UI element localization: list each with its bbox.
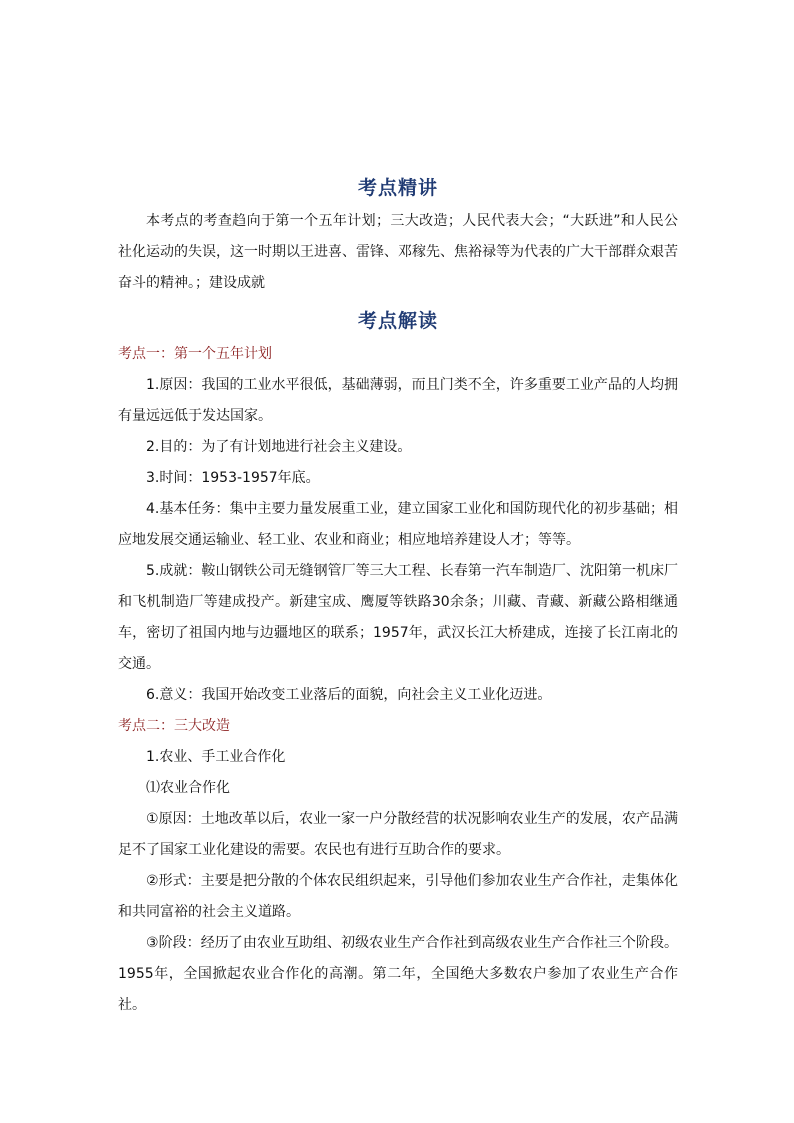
section-title-jiedu: 考点解读 <box>357 310 438 332</box>
point2-item-cooperation: 1.农业、手工业合作化 <box>146 749 286 765</box>
point1-item-reason: 1.原因：我国的工业水平很低，基础薄弱，而且门类不全，许多重要工业产品的人均拥有量远远低于发达国家。 <box>118 377 678 424</box>
point1-item-achievement: 5.成就：鞍山钢铁公司无缝钢管厂等三大工程、长春第一汽车制造厂、沈阳第一机床厂和飞机制造厂等建成投产。新建宝成、鹰厦等铁路30余条；川藏、青藏、新藏公路相继通车，密切了祖国内地与边疆地区的联系；1957年，武汉长江大桥建成，连接了长江南北的交通。 <box>118 563 678 672</box>
point1-item-task: 4.基本任务：集中主要力量发展重工业，建立国家工业化和国防现代化的初步基础；相应地发展交通运输业、轻工业、农业和商业；相应地培养建设人才；等等。 <box>118 501 678 548</box>
point2-heading: 考点二：三大改造 <box>118 718 230 734</box>
point1-item-purpose: 2.目的：为了有计划地进行社会主义建设。 <box>146 439 412 455</box>
document-page <box>118 172 678 1021</box>
point2-item-reason: ①原因：土地改革以后，农业一家一户分散经营的状况影响农业生产的发展，农产品满足不了国家工业化建设的需要。农民也有进行互助合作的要求。 <box>118 811 678 858</box>
point2-item-form: ②形式：主要是把分散的个体农民组织起来，引导他们参加农业生产合作社，走集体化和共同富裕的社会主义道路。 <box>118 873 678 920</box>
point2-item-stage: ③阶段：经历了由农业互助组、初级农业生产合作社到高级农业生产合作社三个阶段。1955年，全国掀起农业合作化的高潮。第二年，全国绝大多数农户参加了农业生产合作社。 <box>118 935 678 1013</box>
point2-item-agri-coop: ⑴农业合作化 <box>146 780 230 796</box>
point1-item-significance: 6.意义：我国开始改变工业落后的面貌，向社会主义工业化迈进。 <box>146 687 552 703</box>
point1-heading: 考点一：第一个五年计划 <box>118 346 272 362</box>
intro-paragraph: 本考点的考查趋向于第一个五年计划；三大改造；人民代表大会；“大跃进”和人民公社化运动的失误，这一时期以王进喜、雷锋、邓稼先、焦裕禄等为代表的广大干部群众艰苦奋斗的精神。；建设成就 <box>118 213 678 291</box>
point1-item-time: 3.时间：1953-1957年底。 <box>146 470 320 486</box>
section-title-jingjiang: 考点精讲 <box>357 177 438 199</box>
